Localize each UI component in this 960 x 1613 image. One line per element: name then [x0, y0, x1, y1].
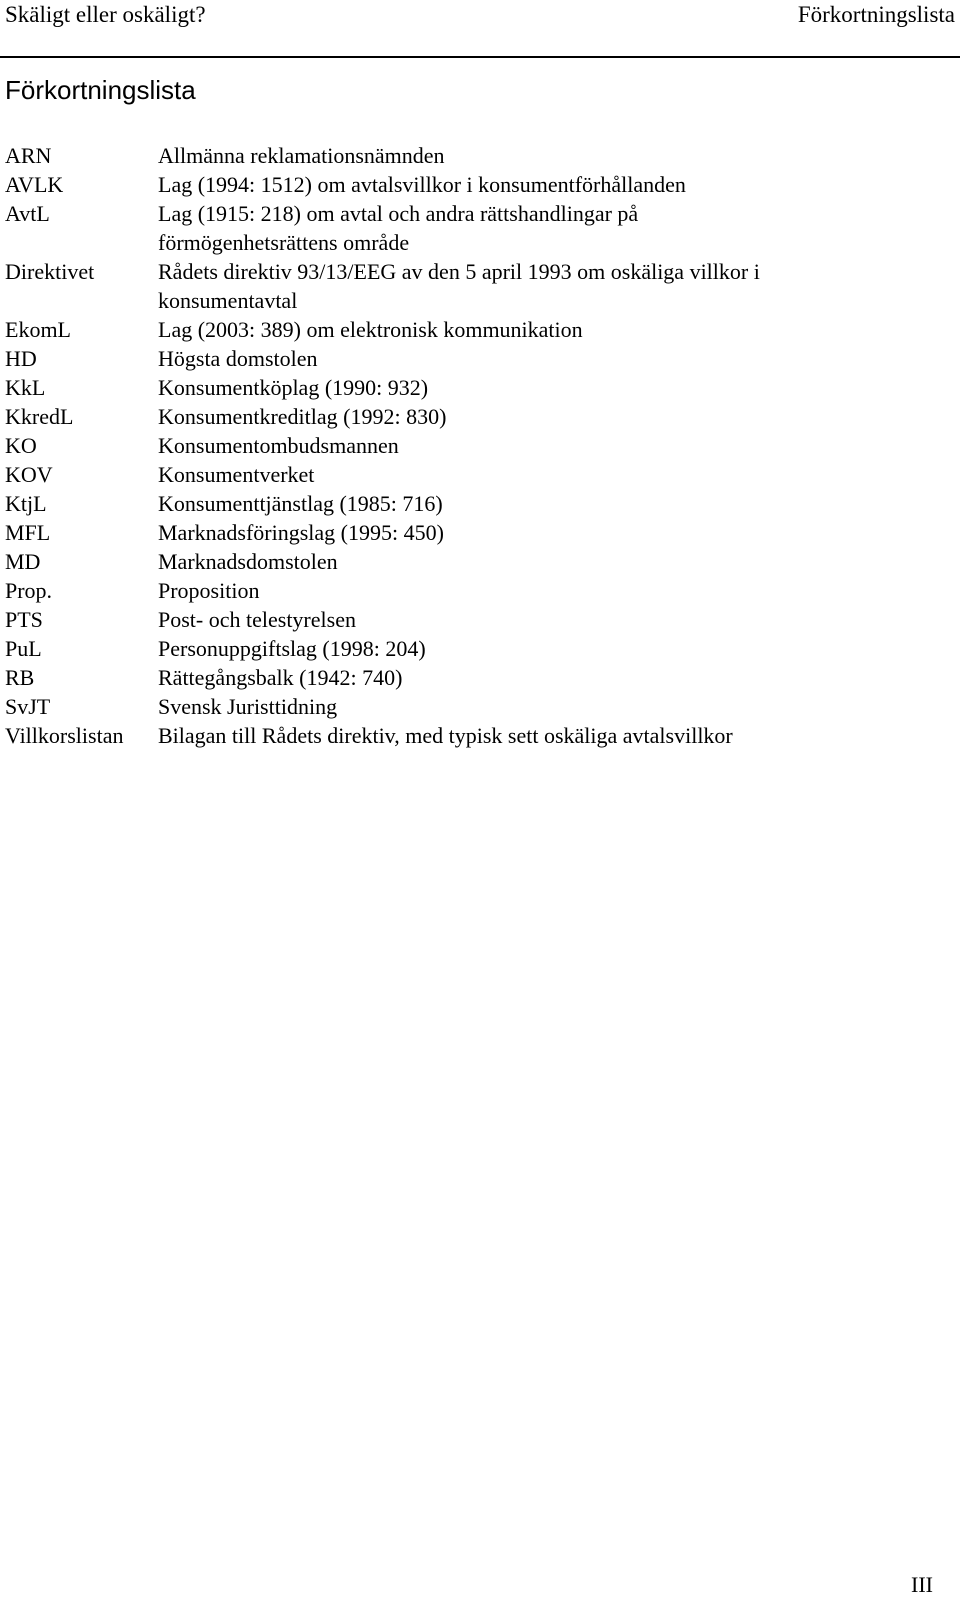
list-item — [5, 373, 955, 402]
list-item — [5, 402, 955, 431]
abbreviation-term: KtjL — [5, 491, 47, 516]
list-item — [5, 518, 955, 547]
abbreviation-term: SvJT — [5, 694, 51, 719]
abbreviation-definition: Allmänna reklamationsnämnden — [158, 143, 445, 168]
abbreviation-term: RB — [5, 665, 35, 690]
abbreviation-definition: Svensk Juristtidning — [158, 694, 338, 719]
list-item — [5, 634, 955, 663]
abbreviation-term: Villkorslistan — [5, 723, 124, 748]
abbreviation-definition: Rättegångsbalk (1942: 740) — [158, 665, 403, 690]
page-number: III — [911, 1572, 933, 1597]
abbreviation-definition: Konsumenttjänstlag (1985: 716) — [158, 491, 443, 516]
list-item — [5, 431, 955, 460]
running-header — [5, 0, 955, 30]
list-item — [5, 344, 955, 373]
running-header-section: Förkortningslista — [797, 2, 955, 27]
abbreviation-definition: Marknadsdomstolen — [158, 549, 338, 574]
list-item — [5, 315, 955, 344]
list-item — [5, 460, 955, 489]
list-item — [5, 170, 955, 199]
abbreviation-definition: Post- och telestyrelsen — [158, 607, 356, 632]
abbreviation-definition: Rådets direktiv 93/13/EEG av den 5 april 1993 om oskäliga villkor i konsumentavtal — [158, 259, 760, 313]
list-item — [5, 576, 955, 605]
abbreviation-definition: Bilagan till Rådets direktiv, med typisk sett oskäliga avtalsvillkor — [158, 723, 733, 748]
abbreviation-definition: Proposition — [158, 578, 260, 603]
abbreviation-term: HD — [5, 346, 37, 371]
page-title: Förkortningslista — [5, 75, 196, 105]
abbreviation-definition: Konsumentverket — [158, 462, 315, 487]
abbreviation-term: Direktivet — [5, 259, 95, 284]
abbreviation-definition: Lag (2003: 389) om elektronisk kommunikation — [158, 317, 583, 342]
list-item — [5, 141, 955, 170]
list-item — [5, 547, 955, 576]
abbreviation-list — [5, 141, 955, 750]
abbreviation-term: Prop. — [5, 578, 53, 603]
list-item — [5, 257, 955, 315]
abbreviation-term: PuL — [5, 636, 42, 661]
abbreviation-definition: Högsta domstolen — [158, 346, 318, 371]
abbreviation-term: EkomL — [5, 317, 71, 342]
abbreviation-term: KOV — [5, 462, 53, 487]
abbreviation-definition: Konsumentköplag (1990: 932) — [158, 375, 429, 400]
abbreviation-definition: Konsumentombudsmannen — [158, 433, 399, 458]
abbreviation-term: AvtL — [5, 201, 50, 226]
abbreviation-term: MFL — [5, 520, 51, 545]
abbreviation-term: PTS — [5, 607, 43, 632]
abbreviation-term: MD — [5, 549, 41, 574]
list-item — [5, 721, 955, 750]
abbreviation-term: AVLK — [5, 172, 64, 197]
abbreviation-definition: Lag (1915: 218) om avtal och andra rättshandlingar på förmögenhetsrättens område — [158, 201, 639, 255]
abbreviation-definition: Marknadsföringslag (1995: 450) — [158, 520, 444, 545]
header-rule — [0, 56, 960, 58]
list-item — [5, 692, 955, 721]
abbreviation-term: KkL — [5, 375, 46, 400]
list-item — [5, 663, 955, 692]
abbreviation-definition: Personuppgiftslag (1998: 204) — [158, 636, 426, 661]
abbreviation-term: ARN — [5, 143, 52, 168]
list-item — [5, 605, 955, 634]
list-item — [5, 489, 955, 518]
list-item — [5, 199, 955, 257]
running-header-title: Skäligt eller oskäligt? — [5, 2, 206, 27]
abbreviation-definition: Konsumentkreditlag (1992: 830) — [158, 404, 447, 429]
abbreviation-term: KO — [5, 433, 37, 458]
abbreviation-term: KkredL — [5, 404, 74, 429]
abbreviation-definition: Lag (1994: 1512) om avtalsvillkor i konsumentförhållanden — [158, 172, 686, 197]
